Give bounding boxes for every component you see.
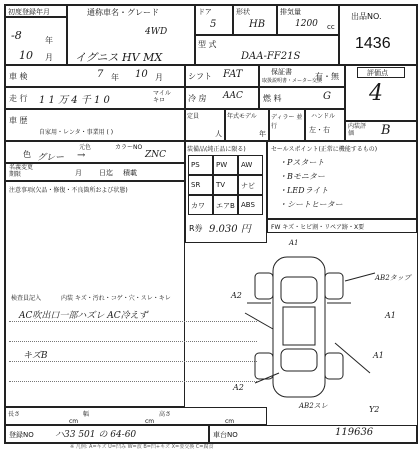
car-damage-diagram <box>185 233 417 407</box>
warranty-sub: 取扱説明書・メーター交換 <box>262 78 323 84</box>
mod-year-label: 年式モデル <box>227 113 257 120</box>
handle-label: ハンドル <box>311 113 336 120</box>
notes-label: 注意事項(欠品・修復・不良箇所および状態) <box>9 187 128 194</box>
mileage-value: 1 1 万 4 千 1 0 <box>39 95 110 106</box>
equipment-item: AW <box>241 161 253 169</box>
auction-sheet <box>4 4 418 444</box>
shaken-year-unit: 年 <box>111 73 119 82</box>
height-unit: cm <box>225 418 235 425</box>
score-value: 4 <box>369 81 383 106</box>
inspector-tags: 内装 キズ・汚れ・コゲ・穴・スレ・キレ <box>61 295 171 302</box>
damage-left-rear: A2 <box>233 383 244 392</box>
r-ticket-label: R券 <box>189 224 203 233</box>
original-color-label: 元色 <box>79 144 92 151</box>
damage-rear: AB2スレ <box>299 402 328 410</box>
equipment-item: TV <box>216 181 226 189</box>
r-ticket-value: 9.030 円 <box>209 224 251 235</box>
damage-front: A1 <box>289 239 299 247</box>
windshield <box>281 277 317 303</box>
shift-label: シフト <box>188 72 212 81</box>
first-reg-month-unit: 月 <box>45 53 53 62</box>
name-change-day: 日迄 <box>99 169 113 177</box>
mod-year-unit: 年 <box>259 130 266 138</box>
first-reg-label: 初度登録年月 <box>8 8 50 16</box>
color-label: 色 <box>23 150 31 159</box>
color-no-value: ZNC <box>145 150 167 160</box>
equipment-title: 装備品(純正品に限る) <box>187 146 246 153</box>
equipment-item: ABS <box>241 201 255 209</box>
equipment-item: SR <box>191 181 201 189</box>
name-grade-value: イグニス HV MX <box>75 51 163 64</box>
first-reg-month: 10 <box>19 49 33 62</box>
damage-front-right: AB2タップ <box>375 274 411 282</box>
lot-number: 1436 <box>355 35 391 52</box>
selling-point-4: ・シートヒーター <box>279 200 343 209</box>
fuel-value: G <box>323 91 331 102</box>
original-color-value: → <box>77 150 86 161</box>
damage-rear-x: Y2 <box>369 405 380 414</box>
shaken-month-unit: 月 <box>155 73 163 82</box>
displacement-unit: cc <box>327 23 335 31</box>
equipment-item: ナビ <box>241 182 255 190</box>
history-cell <box>5 109 185 141</box>
name-change-label: 名義変更 期限 <box>9 164 34 178</box>
name-change-month: 月 <box>75 169 82 177</box>
capacity-unit: 人 <box>215 130 222 138</box>
chassis-no-cell <box>209 425 417 443</box>
mileage-label: 走 行 <box>9 94 28 103</box>
fw-label: FW キズ・ヒビ割・リペア跡・X要 <box>271 224 365 231</box>
equipment-item: PW <box>216 161 228 169</box>
chassis-no-value: 119636 <box>335 427 374 438</box>
model-label: 型 式 <box>198 40 217 49</box>
equipment-item: PS <box>191 161 200 169</box>
leader-line <box>245 313 273 329</box>
reg-no-label: 登録NO <box>9 431 34 439</box>
damage-left: A2 <box>231 291 242 300</box>
first-reg-year-unit: 年 <box>45 36 53 45</box>
reg-no-value: ハ33 501 の 64-60 <box>55 430 137 440</box>
shaken-month: 10 <box>135 69 148 80</box>
roof <box>283 307 315 345</box>
length-label: 長さ <box>8 411 21 418</box>
door-label: ドア <box>198 8 212 16</box>
selling-points-title: セールスポイント(正常に機能するもの) <box>271 146 378 153</box>
leader-line <box>335 343 370 373</box>
shift-value: FAT <box>223 69 243 80</box>
displacement-value: 1200 <box>295 19 318 29</box>
legend-text: ※ 凡例: A=キズ U=凹み W=波 B=凹+キズ X=要交換 C=腐食 <box>70 444 214 450</box>
displacement-label: 排気量 <box>280 8 301 16</box>
equipment-item: カワ <box>191 202 205 210</box>
history-options: 自家用・レンタ・事業用 ( ) <box>39 129 114 136</box>
mileage-unit: マイル キロ <box>153 90 171 104</box>
inspector-note-2: キズB <box>23 351 48 361</box>
rear-right-wheel <box>325 353 343 379</box>
interior-value: B <box>381 123 391 138</box>
inspector-note-1: AC吹出口一部ハズレ AC冷えず <box>19 311 148 321</box>
capacity-label: 定員 <box>187 113 200 120</box>
ac-value: AAC <box>223 91 243 101</box>
warranty-label: 保証書 <box>271 68 292 76</box>
damage-right: A1 <box>385 311 396 320</box>
damage-rear-right: A1 <box>373 351 384 360</box>
score-label: 評価点 <box>367 69 388 77</box>
first-reg-era-year: -8 <box>11 29 22 42</box>
color-no-label: カラーNO <box>115 144 143 151</box>
leader-line <box>345 273 375 281</box>
color-value: グレー <box>37 153 65 163</box>
car-body-outline <box>273 257 325 397</box>
handle-value: 左・右 <box>309 126 330 134</box>
inspector-label: 検査員記入 <box>11 295 42 302</box>
warranty-value: 有・無 <box>315 72 339 81</box>
shape-label: 形状 <box>236 8 250 16</box>
selling-point-2: ・Bモニター <box>279 172 325 181</box>
width-label: 幅 <box>83 411 90 418</box>
selling-point-3: ・LEDライト <box>279 186 329 195</box>
ac-label: 冷 房 <box>188 94 207 103</box>
chassis-no-label: 車台NO <box>213 431 238 439</box>
shape-value: HB <box>249 19 266 30</box>
door-value: 5 <box>210 19 217 30</box>
model-value: DAA-FF21S <box>241 51 301 62</box>
rear-window <box>281 349 317 371</box>
width-unit: cm <box>145 418 155 425</box>
fuel-label: 燃 料 <box>263 94 282 103</box>
name-grade-label: 通称車名・グレード <box>87 8 159 17</box>
shaken-label: 車 検 <box>9 72 28 81</box>
front-left-wheel <box>255 273 273 299</box>
rear-left-wheel <box>255 353 273 379</box>
lot-label: 出品NO. <box>351 12 382 21</box>
selling-point-1: ・Pスタート <box>279 158 325 167</box>
interior-label: 内装評価 <box>348 123 367 137</box>
leader-line <box>255 373 279 383</box>
shaken-year: 7 <box>97 69 104 80</box>
equipment-item: エアB <box>216 202 235 210</box>
load-label: 積載 <box>123 169 137 177</box>
drive-value: 4WD <box>145 27 168 37</box>
length-unit: cm <box>69 418 79 425</box>
dealer-label: ディラー 並行 <box>271 114 303 130</box>
history-label: 車 歴 <box>9 116 28 125</box>
front-right-wheel <box>325 273 343 299</box>
height-label: 高さ <box>159 411 172 418</box>
